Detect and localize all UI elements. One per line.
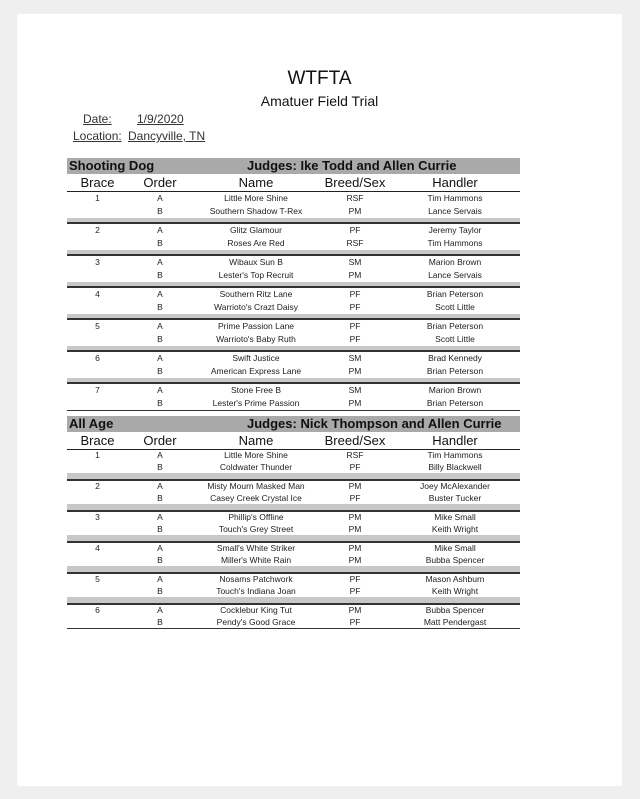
order: A xyxy=(157,385,163,395)
brace-block xyxy=(67,320,520,352)
brace-number: 2 xyxy=(95,225,100,235)
order: A xyxy=(157,450,163,460)
order: B xyxy=(157,554,163,565)
breed-sex: SM xyxy=(348,257,362,267)
table-row xyxy=(67,269,520,282)
brace-separator xyxy=(67,597,520,605)
handler: Scott Little xyxy=(435,334,475,344)
breed-sex: PM xyxy=(348,554,362,565)
brace-number xyxy=(67,555,128,567)
dog-name: Misty Mourn Masked Man xyxy=(207,481,305,491)
order: B xyxy=(157,366,163,376)
dog-name: Phillip's Offline xyxy=(228,512,284,522)
table-row xyxy=(67,301,520,314)
breed-sex: PM xyxy=(348,398,362,408)
table-row xyxy=(67,288,520,301)
brace-number: 6 xyxy=(95,605,100,615)
breed-sex: PM xyxy=(348,366,362,376)
dog-name: Casey Creek Crystal Ice xyxy=(210,492,302,503)
brace-number: 4 xyxy=(95,289,100,299)
dog-name: Warrioto's Crazt Daisy xyxy=(214,302,298,312)
handler: Mike Small xyxy=(434,512,476,522)
brace-block xyxy=(67,450,520,481)
order: A xyxy=(157,225,163,235)
table-row xyxy=(67,397,520,411)
handler: Lance Servais xyxy=(428,206,482,216)
brace-block xyxy=(67,256,520,288)
brace-number xyxy=(67,493,128,505)
brace-number xyxy=(67,397,128,410)
dog-name: Coldwater Thunder xyxy=(219,461,293,472)
breed-sex: RSF xyxy=(346,450,364,460)
column-header: Name xyxy=(238,175,274,190)
brace-block xyxy=(67,512,520,543)
handler: Buster Tucker xyxy=(428,492,482,503)
brace-separator xyxy=(67,535,520,543)
brace-number xyxy=(67,333,128,346)
handler: Tim Hammons xyxy=(427,193,483,203)
brace-number: 6 xyxy=(95,353,100,363)
brace-number xyxy=(67,365,128,378)
handler: Keith Wright xyxy=(431,523,479,534)
dog-name: Little More Shine xyxy=(224,193,288,203)
table-row xyxy=(67,365,520,378)
order: A xyxy=(157,353,163,363)
handler: Matt Pendergast xyxy=(423,616,487,627)
brace-separator xyxy=(67,473,520,481)
brace-block xyxy=(67,574,520,605)
dog-name: Pendy's Good Grace xyxy=(216,616,296,627)
column-header: Order xyxy=(143,433,177,448)
table-row xyxy=(67,256,520,269)
dog-name: Nosams Patchwork xyxy=(219,574,293,584)
table-row xyxy=(67,450,520,462)
section-judges: Judges: Ike Todd and Allen Currie xyxy=(247,158,457,173)
dog-name: Swift Justice xyxy=(232,353,280,363)
dog-name: American Express Lane xyxy=(210,366,302,376)
dog-name: Touch's Indiana Joan xyxy=(216,585,296,596)
brace-number: 3 xyxy=(95,512,100,522)
table-row xyxy=(67,352,520,365)
handler: Brian Peterson xyxy=(426,321,484,331)
breed-sex: PF xyxy=(349,334,361,344)
section-name: All Age xyxy=(69,416,114,431)
order: A xyxy=(157,543,163,553)
handler: Brian Peterson xyxy=(426,398,484,408)
order: B xyxy=(157,398,163,408)
dog-name: Lester's Top Recruit xyxy=(218,270,294,280)
handler: Lance Servais xyxy=(428,270,482,280)
brace-block xyxy=(67,352,520,384)
brace-number: 5 xyxy=(95,321,100,331)
section-judges: Judges: Nick Thompson and Allen Currie xyxy=(247,416,502,431)
order: A xyxy=(157,605,163,615)
handler: Keith Wright xyxy=(431,585,479,596)
order: B xyxy=(157,585,163,596)
breed-sex: PF xyxy=(349,302,361,312)
table-row xyxy=(67,320,520,333)
breed-sex: PM xyxy=(348,206,362,216)
handler: Tim Hammons xyxy=(427,238,483,248)
table-row xyxy=(67,617,520,630)
brace-block xyxy=(67,605,520,629)
table-row xyxy=(67,384,520,397)
handler: Marion Brown xyxy=(428,385,482,395)
dog-name: Lester's Prime Passion xyxy=(212,398,300,408)
breed-sex: PF xyxy=(349,616,361,627)
table-row xyxy=(67,462,520,474)
breed-sex: PF xyxy=(349,321,361,331)
brace-block xyxy=(67,481,520,512)
document-title: WTFTA xyxy=(287,68,352,89)
brace-block xyxy=(67,384,520,411)
table-row xyxy=(67,543,520,555)
breed-sex: PM xyxy=(348,481,362,491)
date-label: Date: xyxy=(83,112,112,126)
section-header-bar xyxy=(67,416,520,432)
breed-sex: PM xyxy=(348,270,362,280)
handler: Scott Little xyxy=(435,302,475,312)
brace-number: 1 xyxy=(95,450,100,460)
dog-name: Southern Shadow T-Rex xyxy=(209,206,303,216)
order: B xyxy=(157,492,163,503)
column-headers xyxy=(67,174,520,192)
handler: Billy Blackwell xyxy=(428,461,482,472)
brace-number xyxy=(67,301,128,314)
table-row xyxy=(67,555,520,567)
brace-block xyxy=(67,288,520,320)
order: A xyxy=(157,574,163,584)
order: B xyxy=(157,302,163,312)
breed-sex: SM xyxy=(348,385,362,395)
document-subtitle: Amatuer Field Trial xyxy=(260,93,379,109)
brace-number: 7 xyxy=(95,385,100,395)
column-header: Brace xyxy=(80,433,115,448)
brace-number xyxy=(67,237,128,250)
order: B xyxy=(157,616,163,627)
table-row xyxy=(67,192,520,205)
dog-name: Glitz Glamour xyxy=(230,225,282,235)
column-header: Breed/Sex xyxy=(324,433,386,448)
handler: Jeremy Taylor xyxy=(428,225,482,235)
breed-sex: PF xyxy=(349,461,361,472)
handler: Mason Ashburn xyxy=(425,574,485,584)
section-header-bar xyxy=(67,158,520,174)
brace-separator xyxy=(67,504,520,512)
shooting-dog-table xyxy=(67,158,520,411)
dog-name: Southern Ritz Lane xyxy=(219,289,293,299)
all-age-table xyxy=(67,416,520,629)
breed-sex: PF xyxy=(349,492,361,503)
dog-name: Roses Are Red xyxy=(227,238,285,248)
breed-sex: PM xyxy=(348,605,362,615)
table-row xyxy=(67,481,520,493)
breed-sex: PF xyxy=(349,225,361,235)
order: B xyxy=(157,270,163,280)
section-name: Shooting Dog xyxy=(69,158,155,173)
dog-name: Cocklebur King Tut xyxy=(220,605,292,615)
handler: Marion Brown xyxy=(428,257,482,267)
location-value: Dancyville, TN xyxy=(128,129,206,143)
breed-sex: PF xyxy=(349,289,361,299)
table-row xyxy=(67,574,520,586)
table-row xyxy=(67,205,520,218)
table-row xyxy=(67,512,520,524)
brace-number xyxy=(67,462,128,474)
dog-name: Wibaux Sun B xyxy=(229,257,283,267)
brace-number xyxy=(67,269,128,282)
table-row xyxy=(67,605,520,617)
brace-number: 1 xyxy=(95,193,100,203)
breed-sex: SM xyxy=(348,353,362,363)
location-label: Location: xyxy=(73,129,122,143)
dog-name: Miller's White Rain xyxy=(220,554,292,565)
table-row xyxy=(67,224,520,237)
document-page xyxy=(17,14,622,786)
brace-number: 2 xyxy=(95,481,100,491)
brace-number xyxy=(67,524,128,536)
brace-number xyxy=(67,586,128,598)
brace-number: 3 xyxy=(95,257,100,267)
handler: Brian Peterson xyxy=(426,289,484,299)
table-row xyxy=(67,493,520,505)
order: B xyxy=(157,461,163,472)
brace-number: 4 xyxy=(95,543,100,553)
order: A xyxy=(157,512,163,522)
column-header: Brace xyxy=(80,175,115,190)
handler: Bubba Spencer xyxy=(425,605,485,615)
dog-name: Stone Free B xyxy=(230,385,282,395)
order: A xyxy=(157,193,163,203)
brace-block xyxy=(67,224,520,256)
date-value: 1/9/2020 xyxy=(137,112,184,126)
column-header: Name xyxy=(238,433,274,448)
breed-sex: PM xyxy=(348,543,362,553)
table-row xyxy=(67,524,520,536)
table-row xyxy=(67,333,520,346)
dog-name: Touch's Grey Street xyxy=(218,523,294,534)
breed-sex: RSF xyxy=(346,238,364,248)
order: B xyxy=(157,238,163,248)
column-header: Handler xyxy=(432,433,478,448)
order: A xyxy=(157,481,163,491)
dog-name: Prime Passion Lane xyxy=(217,321,295,331)
dog-name: Warrioto's Baby Ruth xyxy=(216,334,296,344)
brace-number xyxy=(67,205,128,218)
brace-number xyxy=(67,617,128,629)
handler: Brad Kennedy xyxy=(428,353,482,363)
handler: Bubba Spencer xyxy=(425,554,485,565)
breed-sex: PF xyxy=(349,574,361,584)
column-header: Order xyxy=(143,175,177,190)
column-header: Handler xyxy=(432,175,478,190)
order: B xyxy=(157,206,163,216)
handler: Brian Peterson xyxy=(426,366,484,376)
table-row xyxy=(67,237,520,250)
order: B xyxy=(157,334,163,344)
brace-block xyxy=(67,192,520,224)
handler: Joey McAlexander xyxy=(420,481,490,491)
order: B xyxy=(157,523,163,534)
column-header: Breed/Sex xyxy=(324,175,386,190)
breed-sex: PM xyxy=(348,523,362,534)
brace-separator xyxy=(67,566,520,574)
dog-name: Small's White Striker xyxy=(216,543,296,553)
column-headers xyxy=(67,432,520,450)
dog-name: Little More Shine xyxy=(224,450,288,460)
order: A xyxy=(157,257,163,267)
handler: Tim Hammons xyxy=(427,450,483,460)
order: A xyxy=(157,289,163,299)
order: A xyxy=(157,321,163,331)
breed-sex: PM xyxy=(348,512,362,522)
handler: Mike Small xyxy=(434,543,476,553)
breed-sex: PF xyxy=(349,585,361,596)
brace-number: 5 xyxy=(95,574,100,584)
brace-block xyxy=(67,543,520,574)
table-row xyxy=(67,586,520,598)
breed-sex: RSF xyxy=(346,193,364,203)
